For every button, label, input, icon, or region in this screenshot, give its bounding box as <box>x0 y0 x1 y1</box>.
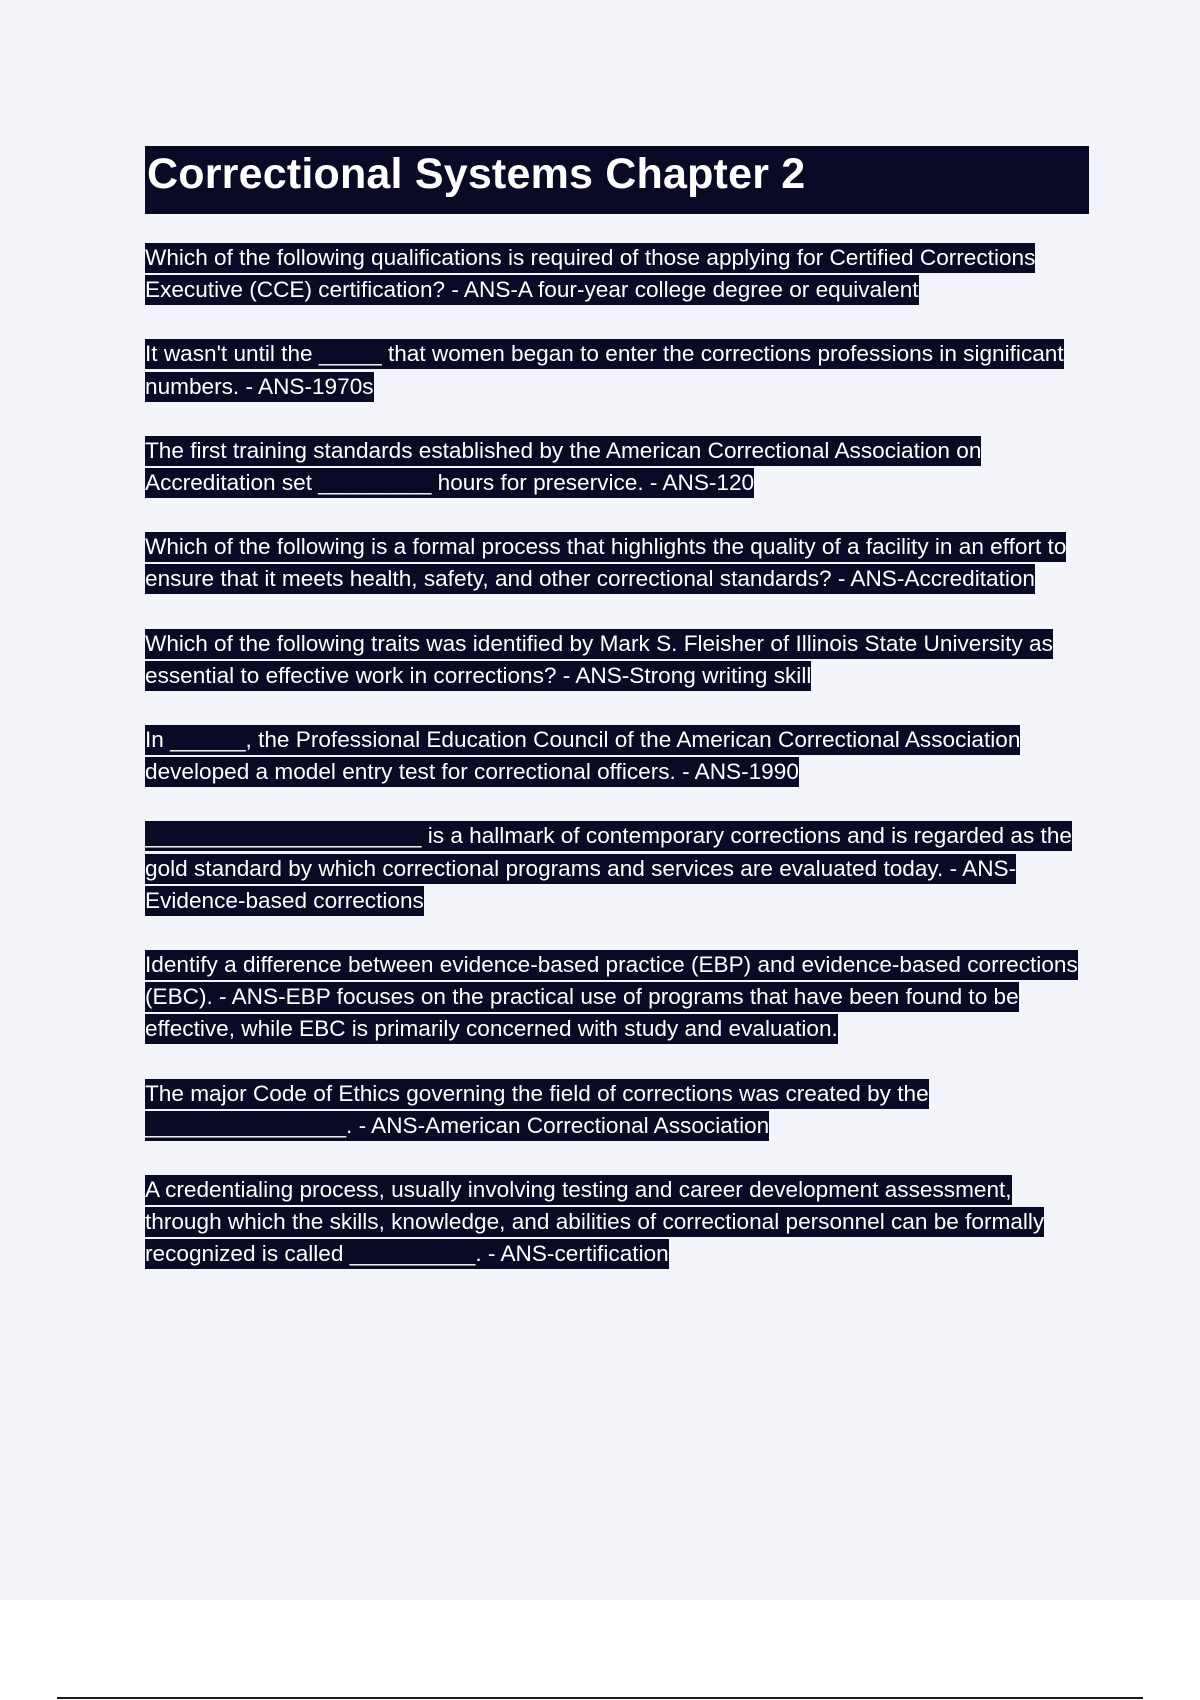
qa-item-text: ______________________ is a hallmark of contemporary corrections and is regarded as the gold standard by which correctional programs and services are evaluated today. - ANS-Evidence-based corrections <box>145 821 1072 915</box>
qa-item <box>145 949 1085 1046</box>
qa-item <box>145 531 1085 595</box>
document-title: Correctional Systems Chapter 2 <box>145 146 1089 214</box>
qa-item <box>145 820 1085 917</box>
qa-item <box>145 1078 1085 1142</box>
qa-list <box>145 242 1089 1271</box>
qa-item-text: In ______, the Professional Education Council of the American Correctional Association developed a model entry test for correctional officers. - ANS-1990 <box>145 725 1020 787</box>
qa-item-text: Which of the following is a formal process that highlights the quality of a facility in an effort to ensure that it meets health, safety, and other correctional standards? - ANS-Accreditation <box>145 532 1066 594</box>
qa-item-text: Which of the following traits was identified by Mark S. Fleisher of Illinois State University as essential to effective work in corrections? - ANS-Strong writing skill <box>145 629 1053 691</box>
qa-item <box>145 338 1085 402</box>
qa-item-text: Identify a difference between evidence-based practice (EBP) and evidence-based corrections (EBC). - ANS-EBP focuses on the practical use of programs that have been found to be effective, while EBC is primarily concerned with study and evaluation. <box>145 950 1078 1044</box>
qa-item-text: It wasn't until the _____ that women began to enter the corrections professions in significant numbers. - ANS-1970s <box>145 339 1064 401</box>
qa-item <box>145 435 1085 499</box>
qa-item <box>145 1174 1085 1271</box>
qa-item-text: The major Code of Ethics governing the field of corrections was created by the ________________. - ANS-American Correctional Association <box>145 1079 929 1141</box>
qa-item-text: The first training standards established by the American Correctional Association on Accreditation set _________ hours for preservice. - ANS-120 <box>145 436 981 498</box>
qa-item <box>145 628 1085 692</box>
qa-item <box>145 242 1085 306</box>
footer-divider <box>57 1697 1143 1699</box>
qa-item <box>145 724 1085 788</box>
document-body <box>145 146 1089 1303</box>
qa-item-text: Which of the following qualifications is required of those applying for Certified Corrections Executive (CCE) certification? - ANS-A four-year college degree or equivalent <box>145 243 1035 305</box>
qa-item-text: A credentialing process, usually involving testing and career development assessment, through which the skills, knowledge, and abilities of correctional personnel can be formally recognized is called __________. - ANS-certification <box>145 1175 1044 1269</box>
